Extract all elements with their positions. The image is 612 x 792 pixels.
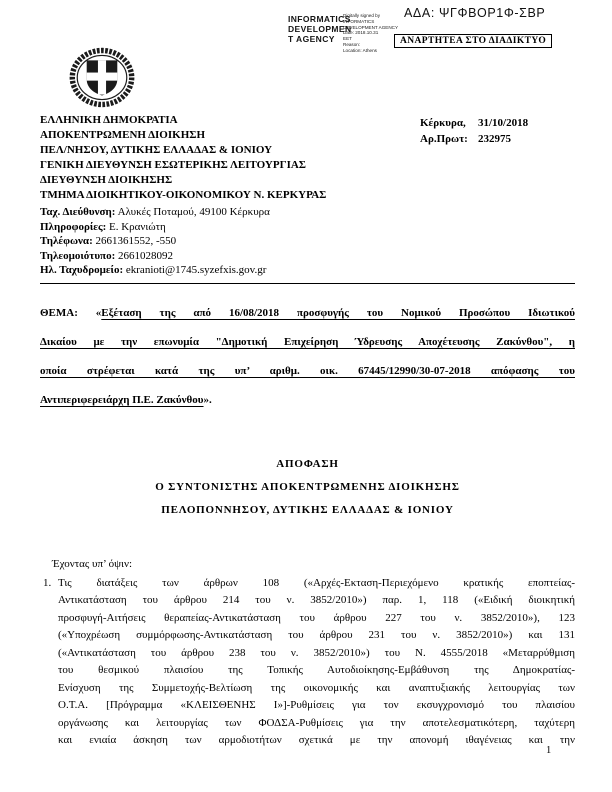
subject-text: οποία στρέφεται κατά της υπ’ αριθμ. οικ. 67445/12990/30-07-2018 απόφασης του: [40, 364, 575, 377]
body-line: και ενιαία άσκηση των αρμοδιοτήτων σχετικά με την απονομή ιθαγένειας και την: [58, 734, 575, 746]
contact-label: Ταχ. Διεύθυνση:: [40, 206, 116, 218]
agency-line: ΕΛΛΗΝΙΚΗ ΔΗΜΟΚΡΑΤΙΑ: [40, 114, 178, 126]
contact-value: 2661361552, -550: [95, 235, 177, 247]
main-column: [40, 113, 575, 750]
protocol-number: 232975: [478, 133, 511, 145]
subject-text: Αντιπεριφερειάρχη Π.Ε. Ζακύνθου: [40, 393, 204, 406]
signature-detail-line: EET: [343, 36, 352, 42]
list-item-number: 1.: [43, 576, 52, 589]
protocol-row: [420, 131, 575, 147]
date-row: [420, 115, 575, 131]
protocol-label: Αρ.Πρωτ:: [420, 133, 468, 145]
contact-label: Τηλεομοιότυπο:: [40, 249, 116, 262]
digital-signature-agency: [288, 14, 352, 44]
body-line: προσφυγή-Αιτήσεις θεραπείας-Αντικατάσταση του άρθρου 227 του ν. 3852/2010»), 123: [58, 611, 575, 624]
page-number: 1: [546, 745, 552, 756]
ada-code: ΑΔΑ: ΨΓΦΒΟΡ1Φ-ΣΒΡ: [404, 6, 546, 20]
signature-detail-line: DEVELOPMENT AGENCY: [343, 24, 399, 30]
decision-subtitle: Ο ΣΥΝΤΟΝΙΣΤΗΣ ΑΠΟΚΕΝΤΡΩΜΕΝΗΣ ΔΙΟΙΚΗΣΗΣ: [155, 480, 460, 493]
list-item-text: [58, 575, 575, 750]
signature-agency-line: INFORMATICS: [288, 14, 351, 24]
contact-value: Ε. Κρανιώτη: [109, 220, 166, 233]
decision-subtitle: ΠΕΛΟΠΟΝΝΗΣΟΥ, ΔΥΤΙΚΗΣ ΕΛΛΑΔΑΣ & ΙΟΝΙΟΥ: [161, 503, 454, 516]
signature-agency-line: DEVELOPMEN: [288, 24, 352, 34]
contact-label: Ηλ. Ταχυδρομείο:: [40, 264, 124, 276]
signature-detail-line: Digitally signed by: [343, 13, 381, 18]
subject-text: Δικαίου με την επωνυμία "Δημοτική Επιχείρηση Ύδρευσης Αποχέτευσης Ζακύνθου", η: [40, 335, 575, 348]
place-label: Κέρκυρα,: [420, 117, 466, 129]
subject-line: [40, 299, 575, 328]
anartitea-box: ΑΝΑΡΤΗΤΕΑ ΣΤΟ ΔΙΑΔΙΚΤΥΟ: [394, 34, 552, 48]
body-line: του θεσμικού πλαισίου της Τοπικής Αυτοδιοίκησης-Εμβάθυνση της Δημοκρατίας-: [58, 664, 575, 676]
body-line: Αντικατάσταση του άρθρου 214 του ν. 3852/2010») παρ. 1, 118 («Ειδική διοικητική: [58, 594, 575, 606]
body-line: («Υποχρέωση συμμόρφωσης-Αντικατάσταση του άρθρου 231 του ν. 3852/2010») και 131: [58, 629, 575, 641]
contact-row: [40, 249, 575, 264]
body-intro: Έχοντας υπ’ όψιν:: [52, 557, 133, 570]
contact-row: [40, 205, 575, 220]
signature-agency-line: T AGENCY: [288, 34, 335, 44]
body-line: («Αντικατάσταση του άρθρου 238 του ν. 3852/2010») του Ν. 4555/2018 «Μεταρρύθμιση: [58, 646, 575, 659]
close-quote: ».: [203, 393, 212, 406]
contact-row: [40, 263, 575, 278]
agency-line: ΑΠΟΚΕΝΤΡΩΜΕΝΗ ΔΙΟΙΚΗΣΗ: [40, 129, 205, 141]
body-block: [40, 556, 575, 750]
signature-detail-line: INFORMATICS: [343, 18, 375, 24]
body-line: Ενίσχυση της Συμμετοχής-Βελτίωση της οικονομικής και αναπτυξιακής λειτουργίας των: [58, 681, 575, 694]
list-item: [40, 575, 575, 750]
signature-detail-line: Location: Athens: [343, 47, 377, 53]
subject-line: [40, 386, 575, 415]
subject-label: ΘΕΜΑ:: [40, 306, 78, 319]
subject-line: [40, 357, 575, 386]
open-quote: «: [95, 306, 102, 319]
body-line: Τις διατάξεις των άρθρων 108 («Αρχές-Εκταση-Περιεχόμενο κρατικής εποπτείας-: [58, 576, 575, 589]
decision-heading: [40, 453, 575, 522]
signature-detail-line: Reason:: [343, 41, 361, 47]
agency-line: ΓΕΝΙΚΗ ΔΙΕΥΘΥΝΣΗ ΕΣΩΤΕΡΙΚΗΣ ΛΕΙΤΟΥΡΓΙΑΣ: [40, 159, 306, 171]
greek-coat-of-arms-icon: [57, 46, 147, 109]
body-line: οργάνωσης και λειτουργίας των ΦΟΔΣΑ-Ρυθμίσεις για την αποτελεσματικότερη, ταχύτερη: [58, 716, 575, 729]
agency-line: ΠΕΛ/ΝΗΣΟΥ, ΔΥΤΙΚΗΣ ΕΛΛΑΔΑΣ & ΙΟΝΙΟΥ: [40, 144, 273, 156]
contact-block: [40, 205, 575, 278]
signature-detail-line: Date: 2018.10.31: [343, 30, 379, 36]
subject-block: [40, 299, 575, 415]
section-divider: [40, 283, 575, 284]
subject-text: Εξέταση της από 16/08/2018 προσφυγής του Νομικού Προσώπου Ιδιωτικού: [101, 306, 575, 319]
agency-line: ΤΜΗΜΑ ΔΙΟΙΚΗΤΙΚΟΥ-ΟΙΚΟΝΟΜΙΚΟΥ Ν. ΚΕΡΚΥΡΑΣ: [40, 189, 327, 201]
email-value: ekranioti@1745.syzefxis.gov.gr: [125, 264, 267, 276]
subject-line: [40, 328, 575, 357]
contact-label: Τηλέφωνα:: [40, 235, 93, 247]
document-date: 31/10/2018: [478, 117, 529, 129]
contact-value: Αλυκές Ποταμού, 49100 Κέρκυρα: [117, 206, 270, 218]
contact-value: 2661028092: [117, 249, 173, 262]
decision-title: ΑΠΟΦΑΣΗ: [276, 457, 339, 470]
body-line: Ο.Τ.Α. [Πρόγραμμα «ΚΛΕΙΣΘΕΝΗΣ Ι»]-Ρυθμίσεις για τον εκσυγχρονισμό του πλαισίου: [58, 699, 575, 711]
contact-label: Πληροφορίες:: [40, 220, 107, 233]
coat-of-arms-svg: [57, 46, 147, 109]
contact-row: [40, 220, 575, 235]
agency-line: ΔΙΕΥΘΥΝΣΗ ΔΙΟΙΚΗΣΗΣ: [40, 174, 173, 186]
date-protocol-block: [420, 115, 575, 147]
contact-row: [40, 234, 575, 249]
